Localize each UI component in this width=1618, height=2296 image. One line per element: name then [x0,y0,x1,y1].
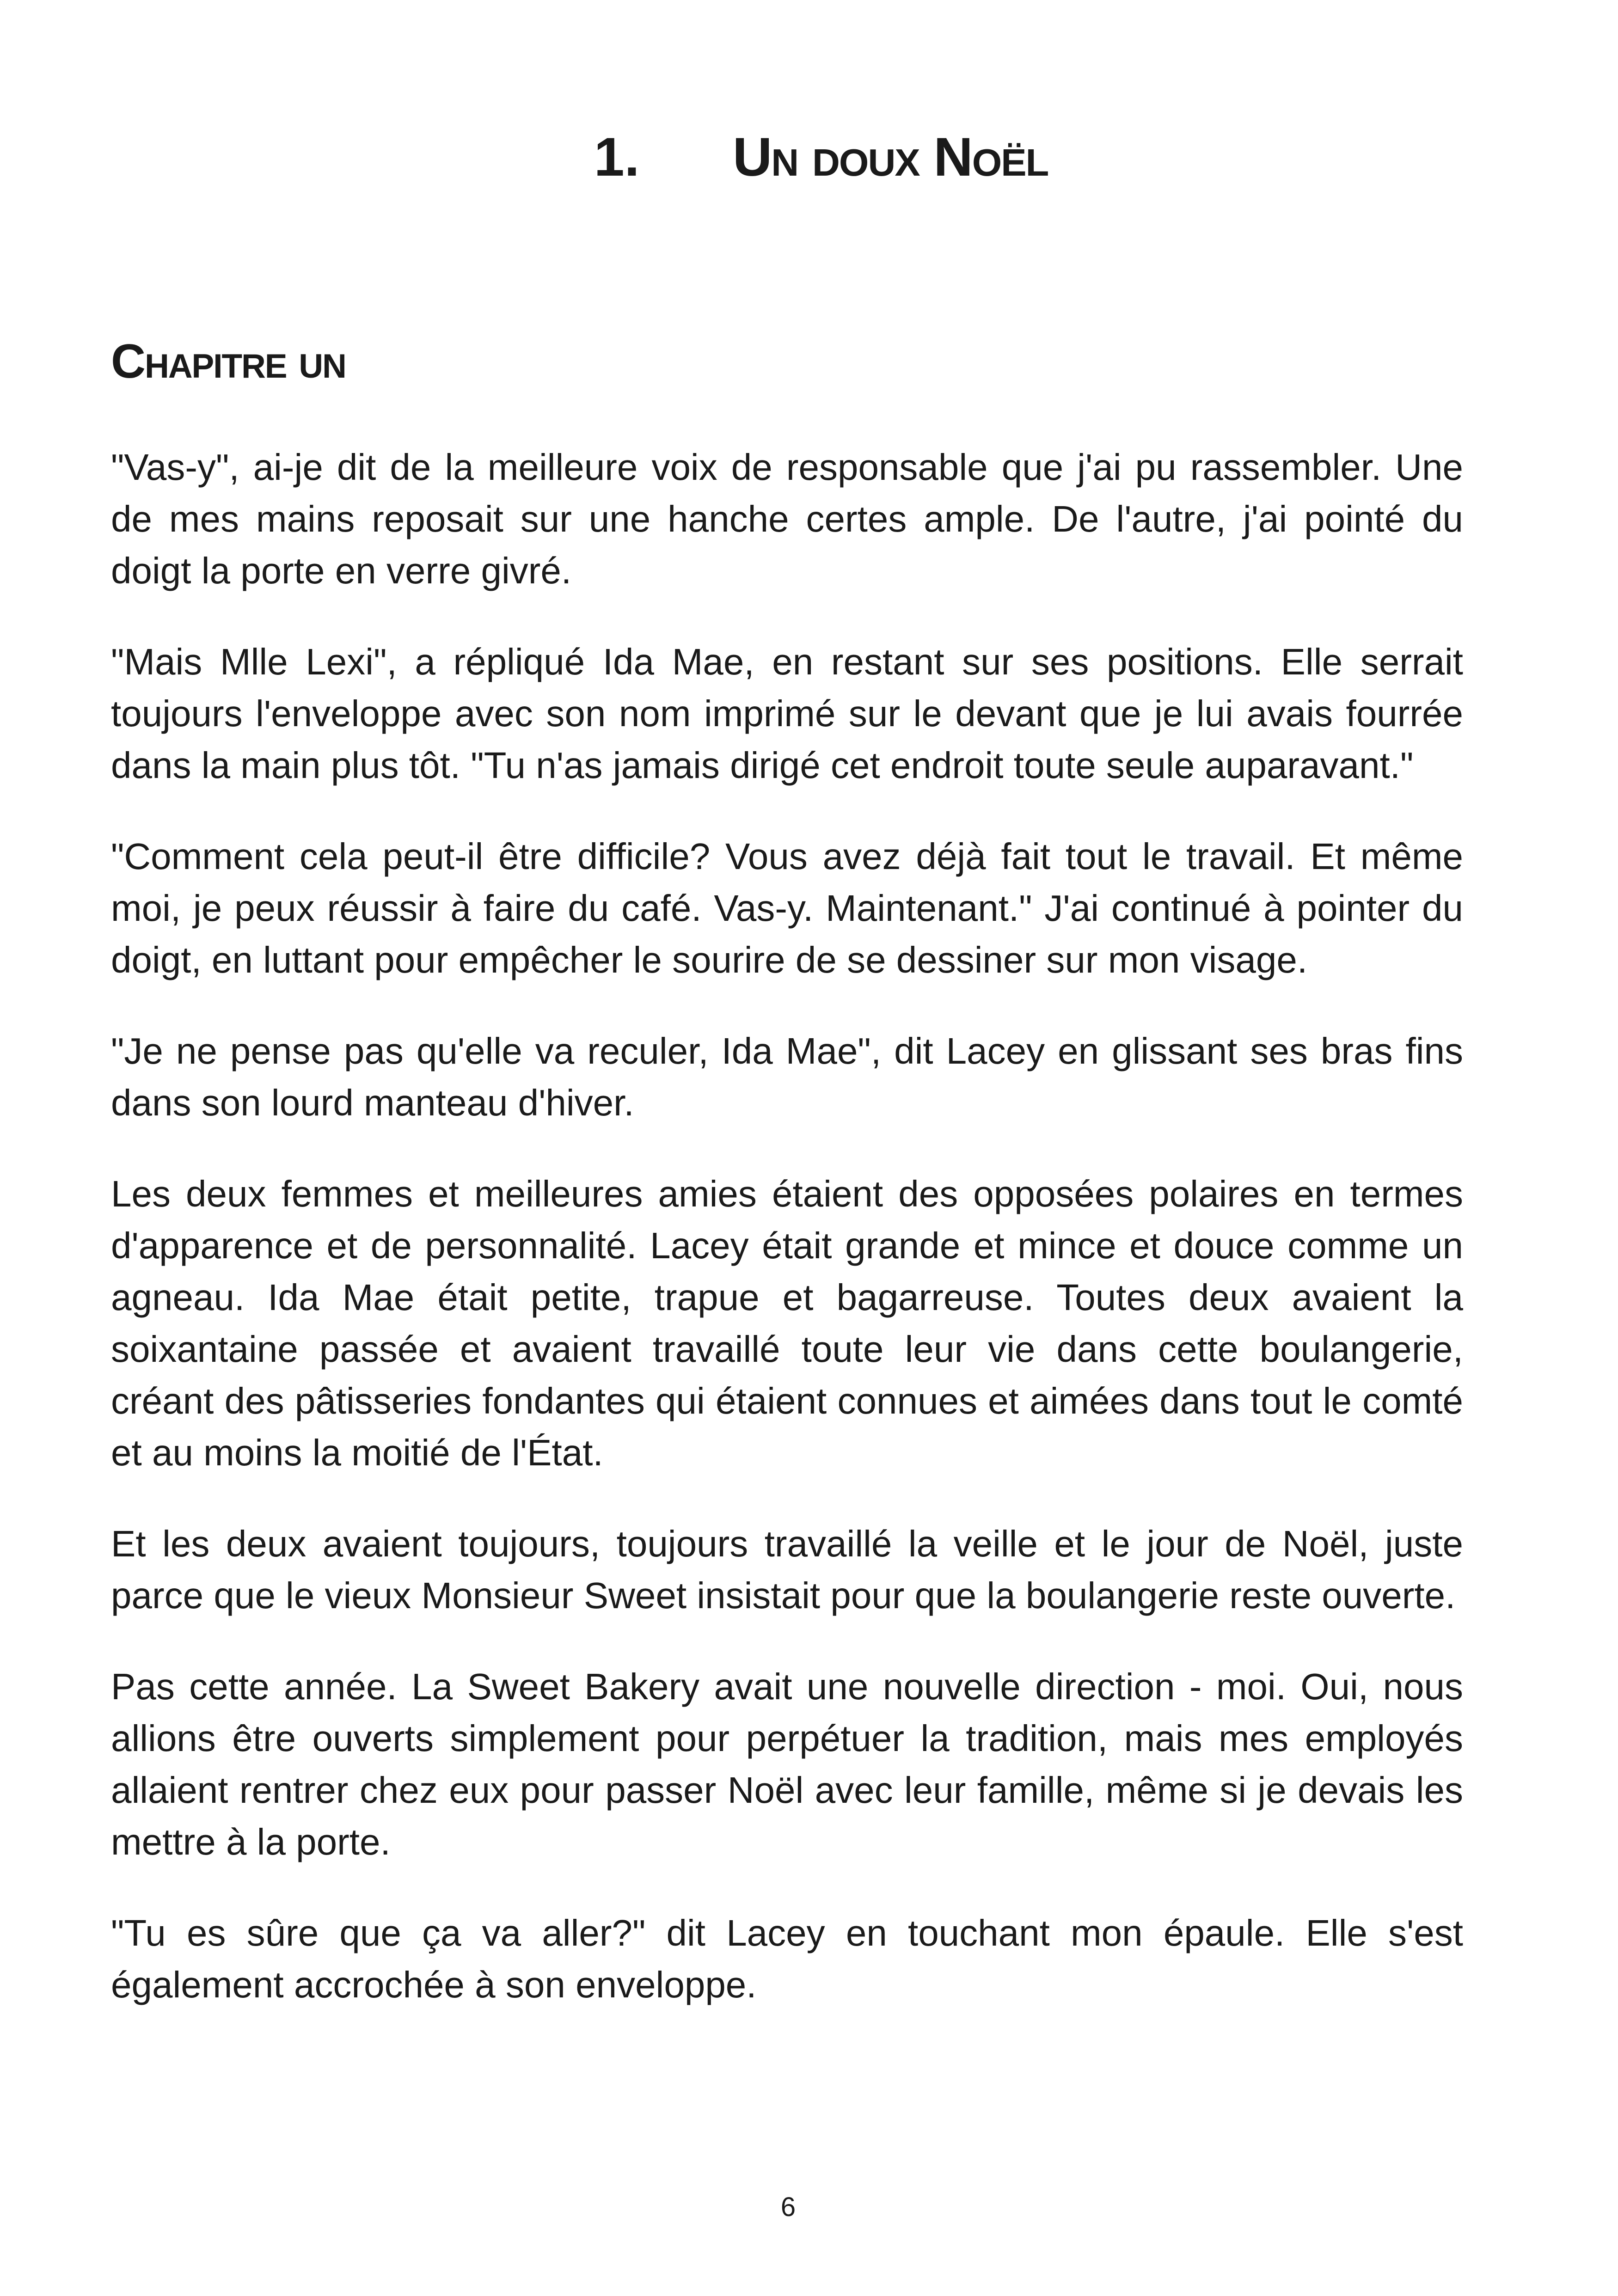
book-title-number: 1. [594,127,640,188]
book-title-text: Un doux Noël [733,127,1048,188]
paragraph: Les deux femmes et meilleures amies étaient des opposées polaires en termes d'apparence et de personnalité. Lacey était grande et mince et douce comme un agneau. Ida Mae était petite, trapue et bagarreuse. Toutes deux avaient la soixantaine passée et avaient travaillé toute leur vie dans cette boulangerie, créant des pâtisseries fondantes qui étaient connues et aimées dans tout le comté et au moins la moitié de l'État. [111,1173,1463,1473]
chapter-heading: Chapitre un [111,335,346,388]
body-text [111,441,1463,2050]
paragraph: "Mais Mlle Lexi", a répliqué Ida Mae, en restant sur ses positions. Elle serrait toujours l'enveloppe avec son nom imprimé sur le devant que je lui avais fourrée dans la main plus tôt. "Tu n'as jamais dirigé cet endroit toute seule auparavant." [111,641,1463,786]
paragraph: Et les deux avaient toujours, toujours travaillé la veille et le jour de Noël, juste parce que le vieux Monsieur Sweet insistait pour que la boulangerie reste ouverte. [111,1523,1463,1616]
book-title [594,125,1048,190]
paragraph: "Comment cela peut-il être difficile? Vous avez déjà fait tout le travail. Et même moi, je peux réussir à faire du café. Vas-y. Maintenant." J'ai continué à pointer du doigt, en luttant pour empêcher le sourire de se dessiner sur mon visage. [111,836,1463,980]
paragraph: Pas cette année. La Sweet Bakery avait une nouvelle direction - moi. Oui, nous allions être ouverts simplement pour perpétuer la tradition, mais mes employés allaient rentrer chez eux pour passer Noël avec leur famille, même si je devais les mettre à la porte. [111,1666,1463,1862]
paragraph: "Je ne pense pas qu'elle va reculer, Ida Mae", dit Lacey en glissant ses bras fins dans son lourd manteau d'hiver. [111,1030,1463,1123]
page-number: 6 [780,2192,796,2222]
paragraph: "Vas-y", ai-je dit de la meilleure voix de responsable que j'ai pu rassembler. Une de mes mains reposait sur une hanche certes ample. De l'autre, j'ai pointé du doigt la porte en verre givré. [111,447,1463,591]
paragraph: "Tu es sûre que ça va aller?" dit Lacey en touchant mon épaule. Elle s'est également accrochée à son enveloppe. [111,1912,1463,2005]
